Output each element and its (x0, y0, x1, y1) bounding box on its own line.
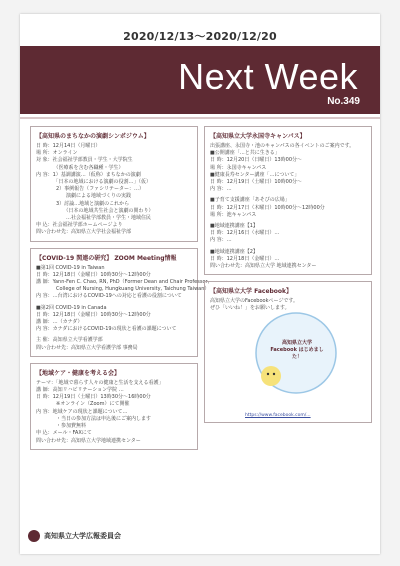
text-line: ■子育て支援講座「あそびの広場」 (210, 197, 290, 204)
text-line: 2）事例報告（ファシリテーター：…） (36, 186, 144, 193)
facebook-box (204, 281, 372, 423)
event-box-covid (30, 248, 210, 357)
text-line: 内 容：カナダにおけるCOVID-19の現状と看護の課題について (36, 326, 177, 333)
footer (28, 528, 121, 544)
text-line: 日 時：12月14日（月曜日） (36, 143, 101, 149)
text-line: 内 容：1）基調講演…（仮称）まちなかの演劇 (36, 171, 141, 178)
text-line: 演劇による地域づくりの実践 (36, 193, 132, 200)
university-logo-icon (28, 530, 40, 542)
text-line: ・参加費無料 (36, 423, 87, 430)
divider (20, 117, 380, 119)
text-line: 内 容：… (210, 237, 232, 244)
footer-text: 高知県立大学広報委員会 (44, 532, 121, 540)
text-line: 日 時：12月18日（金曜日）10時30分～12時00分 (36, 311, 151, 318)
text-line: 日 時：12月20日（日曜日）13時00分～ (210, 157, 303, 164)
text-line: 場 所：池キャンパス (210, 211, 257, 218)
text-line: （医療系を含む各職種・学生） (36, 164, 124, 171)
facebook-link[interactable]: https://www.facebook.com/... (245, 413, 311, 419)
event-box-campus (204, 126, 372, 275)
text-line: 講 師：Yann-Fen C. Chao, RN, PhD（Former Dean and Chair Professor, (36, 279, 210, 286)
text-line: 日 時：12月17日（木曜日）10時00分～12時00分 (210, 204, 325, 211)
text-line: …社会福祉学部教員・学生・地域住民 (36, 215, 152, 222)
text-line: 日 時：12月19日（土曜日）13時30分～16時00分 (36, 394, 151, 401)
box-heading: 【高知県立大学永国寺キャンパス】 (210, 133, 306, 140)
text-line: 3）討論…地域と演劇のこれから (36, 200, 130, 207)
text-line: テーマ：「地域で暮らす人々の健康と生活を支える看護」 (36, 379, 164, 386)
text-line: 問い合わせ先：高知県立大学地域連携センター (36, 437, 141, 444)
text-line: College of Nursing, Hungkuang University, Taichung Taiwan） (36, 286, 210, 293)
text-line: ■第2回 COVID-19 in Canada (36, 304, 107, 311)
left-column (30, 126, 210, 456)
mascot-caption: 高知県立大学 Facebook はじめました！ (270, 340, 324, 361)
text-line: 主 催：高知県立大学看護学部 (36, 337, 103, 344)
title-banner (20, 46, 380, 114)
text-line: 問い合わせ先：高知県立大学社会福祉学部 (36, 229, 132, 236)
right-column (204, 126, 372, 429)
issue-number: No.349 (327, 96, 360, 107)
text-line: 高知県立大学のFacebookページです。 (210, 298, 298, 305)
text-line: 「日本の地域における演劇の役割…」（仮） (36, 179, 152, 186)
text-line: 日 時：12月16日（水曜日）… (210, 230, 280, 237)
text-line: ※オンライン（Zoom）にて開催 (36, 401, 130, 408)
event-box-community-care (30, 363, 198, 450)
text-line: 出張講座、永国寺・池のキャンパスの各イベントのご案内です。 (210, 143, 355, 149)
box-heading: 【高知県のまちなかの演劇シンポジウム】 (36, 133, 150, 140)
box-heading: 【地域ケア・健康を考える会】 (36, 369, 121, 377)
text-line: 問い合わせ先：高知県立大学看護学部 事務局 (36, 344, 138, 351)
text-line: ■地域連携講座【1】 (210, 223, 258, 230)
text-line: 申 込：社会福祉学部ホームページより (36, 222, 123, 229)
text-line: 日 時：12月18日（金曜日）10時30分～12時00分 (36, 271, 151, 278)
text-line: 日 時：12月19日（土曜日）10時00分～ (210, 179, 303, 186)
text-line: ・当日の参加方法は申込後にご案内します (36, 415, 152, 422)
text-line: 講 師：高知リハビリテーション学院 … (36, 387, 124, 394)
text-line: 内 容：地域ケアの現状と課題について… (36, 408, 128, 415)
event-box-symposium (30, 126, 198, 242)
text-line: 問い合わせ先：高知県立大学 地域連携センター (210, 263, 317, 270)
date-range: 2020/12/13～2020/12/20 (123, 30, 277, 43)
box-heading: 【高知県立大学 Facebook】 (210, 288, 293, 296)
banner-title: Next Week (178, 56, 358, 97)
text-line: 対 象：社会福祉学部教員・学生・大学院生 (36, 157, 133, 164)
text-line: 日 時：12月18日（金曜日）… (210, 255, 280, 262)
text-line: 場 所：永国寺キャンパス (210, 164, 267, 171)
text-line: ■地域連携講座【2】 (210, 248, 258, 255)
box-heading: 【COVID-19 関連の研究】 ZOOM Meeting情報 (36, 254, 177, 262)
text-line: ■公開講座「…と共に生きる」 (210, 150, 280, 157)
text-line: 内 容：… (210, 186, 232, 193)
text-line: 講 師：…（カナダ） (36, 319, 83, 326)
text-line: ぜひ「いいね！」をお願いします。 (210, 305, 290, 312)
text-line: ■健康長寿センター講座「…について」 (210, 171, 300, 178)
text-line: 内 容：…台湾におけるCOVID-19への対応と看護の役割について (36, 293, 182, 300)
text-line: 申 込：メール・FAXにて (36, 430, 92, 437)
text-line: 場 所：オンライン (36, 150, 78, 157)
text-line: ■第1回 COVID-19 in Taiwan (36, 264, 105, 271)
newsletter-page (20, 14, 380, 554)
text-line: （日本の地域共生社会と演劇の関わり） (36, 207, 154, 214)
